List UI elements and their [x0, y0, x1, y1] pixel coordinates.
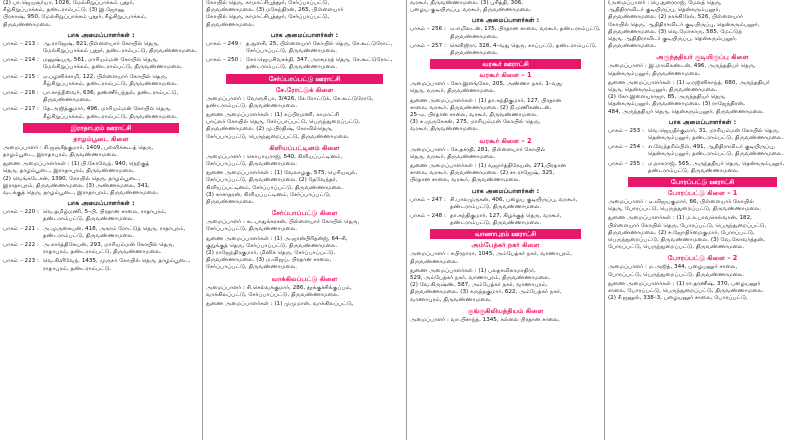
- booth-number: பாகம் – 255 :: [608, 160, 644, 167]
- branch-heading: சே.ரோட்டுக் கிளை: [275, 85, 334, 94]
- column-4: [604, 0, 800, 440]
- text-line: கோயில் தெரு, ஆதிதிராவிடர் குடியிருப்பு, தென்கரும்பலூர்,: [608, 21, 760, 28]
- booth-entry: [206, 41, 403, 55]
- text-line: சேர்ப்பாப்பட்டு, திருவண்ணாமலை.: [206, 264, 298, 271]
- text-block: [3, 145, 199, 159]
- text-line: அமைப்பாளர் : சி.செல்வக்குமார், 286, தூக்குச்சிக்குப்பம்,: [206, 284, 352, 291]
- text-block: [608, 264, 797, 278]
- subheading: பாக அமைப்பாளர்கள் :: [67, 200, 135, 208]
- text-line: 529, அம்பேத்கர் நகர், வாணாபுரம், திருவண்ணாமலை.: [410, 275, 551, 282]
- section-band: வாணாபுரம் ஊராட்சி: [430, 229, 581, 239]
- text-line: தென்கரும்பலூர், திருவண்ணாமலை.: [608, 70, 701, 77]
- text-line: பாய்லர் கோயில் தெரு, சேர்ப்பாப்பட்டு, பெருந்துறைப்பட்டு,: [206, 119, 360, 126]
- booth-person: பா.சாந்தீஸ்வர், 636, தண்ணீர்பந்தல், தண்டராம்பட்டு, திருவண்ணாமலை.: [43, 90, 179, 104]
- section-band: சேர்ப்பாப்பட்டு ஊராட்சி: [226, 74, 383, 84]
- text-line: (2) ராஜேந்திரகுமார், மினிக் தெரு, சேர்ப்பாப்பட்டு,: [206, 250, 336, 257]
- text-line: (2) பா.ஜெயசூர்யா, 1026, மேல்சிறுப்பாக்கம் புதூர்,: [3, 0, 135, 6]
- branch-heading: வரகூர் கிளை – 1: [479, 71, 532, 80]
- booth-entry: [3, 57, 199, 71]
- text-line: இராதாபுரம், திருவண்ணாமலை. (3) அண்ணாமலை, 341,: [3, 182, 150, 189]
- text-line: அமைப்பாளர் : கோ.இளங்கோ, 205, அண்ணா நகர், 1–வது: [410, 81, 562, 88]
- booth-entry: [3, 258, 199, 272]
- booth-person: தே.அஜித்குமார், 496, மாரியம்மன் கோயில் தெரு, கீழ்சிறுப்பாக்கம், தண்டராம்பட்டு, திருவண்ணாமலை.: [43, 106, 178, 120]
- text-line: (2) சீ.ஜனூல், 338–3, பழையனூர் சாலை, போரப்பட்டு,: [608, 295, 748, 302]
- text-line: துணை அமைப்பாளர்கள் : (1) வஜார்த்திகேயன், 271,பிரதான: [410, 163, 566, 170]
- text-line: தாழம்பூடை, இராதாபுரம், திருவண்ணாமலை.: [3, 152, 119, 159]
- text-line: பழைய குடியிருப்பு, வரகூர், திருவண்ணாமலை.: [410, 7, 532, 14]
- subheading: பாக அமைப்பாளர்கள் :: [668, 118, 737, 126]
- text-line: அமைப்பாளர் : ஏ.விஜயகுமார், 66, பிள்ளையார் கோயில்: [608, 199, 754, 206]
- text-block: [410, 98, 601, 134]
- text-line: துணை அமைப்பாளர்கள் : (1) தா.சுந்திகுமார், 127, பிரதான: [410, 97, 562, 104]
- booth-number: பாகம் – 257 :: [410, 42, 446, 49]
- booth-entry: [608, 128, 797, 142]
- branch-heading: சேர்ப்பாப்பட்டு கிளை: [271, 209, 338, 218]
- text-block: [206, 219, 403, 233]
- text-line: கோயில் தெரு, காமாட்சிபுத்தூர், சேர்ப்பாப்பட்டு,: [206, 0, 330, 6]
- text-line: பிள்ளையார் கோயில் தெரு, போரப்பட்டு, பெருந்துறைப்பட்டு,: [608, 222, 767, 229]
- text-line: கீழ்சிறுப்பாக்கம், தண்டராம்பட்டு. (3) இ.ஜோனு: [3, 7, 125, 14]
- branch-heading: வாக்கிலப்பட்டு கிளை: [271, 274, 338, 283]
- text-line: தெரு, ஆதிதிராவிடர் குடியிருப்பு, தென்கரும்பலூர்,: [608, 36, 737, 43]
- booth-person: எ.வேந்தரிம்பிள், 491, ஆதிதிராவிடர் குடியிருப்பு, தென்கரும்பலூர், தண்டராம்பட்டு, திருவண்ணாமலை.: [648, 144, 784, 158]
- branch-heading: அம்பேத்கர் நகர் கிளை: [471, 241, 540, 250]
- text-block: [410, 268, 601, 304]
- column-3: [406, 0, 604, 440]
- text-line: பிரதான சாலை, வரகூர், திருவண்ணாமலை.: [410, 177, 521, 184]
- text-line: திருவண்ணாமலை.: [3, 21, 52, 28]
- booth-number: பாகம் – 256 :: [410, 26, 446, 33]
- column-1: [0, 0, 202, 440]
- booth-number: பாகம் – 248 :: [410, 213, 446, 220]
- text-line: 25–ஏ, பிரதான சாலை, வரகூர், திருவண்ணாமலை.: [410, 112, 538, 119]
- text-line: குறுக்குத் தெரு, சேர்ப்பாப்பட்டு, திருவண்ணாமலை.: [206, 242, 338, 249]
- branch-heading: குங்குகிலியத்தியம் கிளை: [467, 306, 544, 315]
- text-block: [608, 215, 797, 251]
- text-block: [608, 80, 797, 116]
- text-line: துணை அமைப்பாளர்கள் : (1) வேலாழகு, 575, பெரியவுல்,: [206, 170, 358, 177]
- text-block: [206, 96, 403, 110]
- text-line: திருவண்ணாமலை. (2) சு.ஜோதிர்மைகுமார், போரப்பட்டு,: [608, 229, 755, 236]
- booth-entry: [608, 161, 797, 175]
- text-block: [410, 317, 601, 324]
- text-block: [206, 301, 403, 308]
- section-band: இராதாபுரம் ஊராட்சி: [23, 123, 179, 133]
- booth-entry: [3, 41, 199, 55]
- text-block: [410, 251, 601, 265]
- text-line: திருவண்ணாமலை. (2) காக்கிரேல், 526, பிள்ளையார்: [608, 14, 744, 21]
- text-line: துணை அமைப்பாளர்கள் : (1) பி.கோவேந், 940, நெற்குத்: [3, 161, 150, 168]
- booth-entry: [3, 90, 199, 104]
- booth-entry: [3, 209, 199, 223]
- booth-number: பாகம் – 215 :: [3, 73, 39, 80]
- booth-person: அ.முருகையன், 418, அகரம் ரோட்டுத் தெரு, ராதாபுரம், தண்டராம்பட்டு, திருவண்ணாமலை.: [43, 225, 186, 239]
- text-line: கிளியப்பட்டினம், சேர்ப்பாப்பட்டு, திருவண்ணாமலை.: [206, 184, 344, 191]
- text-line: போரப்பட்டு, பெருந்துறைப்பட்டு, திருவண்ணாமலை.: [608, 271, 745, 278]
- text-line: அமைப்பாளர் : சே.தசரதி, 281, பிள்ளையார் கோயில்: [410, 146, 546, 153]
- branch-heading: போரப்பட்டு கிளை – 2: [667, 254, 738, 263]
- text-block: [608, 0, 797, 50]
- text-block: [206, 154, 403, 168]
- text-line: சேர்ப்பாப்பட்டு, திருவண்ணாமலை.: [206, 226, 298, 233]
- booth-entry: [410, 197, 601, 211]
- text-line: துணை அமைப்பாளர்கள் : (1) ஏ.ரஜினிகாந்த், 680, அருந்ததியர்: [608, 79, 770, 86]
- text-line: சாலை, வரகூர், திருவண்ணாமலை. (2) நி.மணிகண்டன்,: [410, 104, 552, 111]
- section-band: போரப்பட்டு ஊராட்சி: [628, 177, 777, 187]
- text-line: சேர்ப்பாப்பட்டு, திருவண்ணாமலை.: [206, 161, 298, 168]
- text-line: தெரு, தாழம்பூடை, இராதாபுரம், திருவண்ணாமலை.: [3, 168, 135, 175]
- text-block: [206, 0, 403, 29]
- text-line: 484, அருந்ததியர் தெரு, தென்கரும்பலூர், திருவண்ணாமலை.: [608, 108, 765, 115]
- subheading: பாக அமைப்பாளர்கள் :: [67, 31, 135, 39]
- text-line: திருவண்ணாமலை. (3) ம.விஜய், பிரதான சாலை,: [206, 257, 332, 264]
- booth-number: பாகம் – 222 :: [3, 242, 39, 249]
- text-line: வாக்கிலப்பட்டு, சேர்ப்பாப்பட்டு, திருவண்ணாமலை.: [206, 291, 340, 298]
- booth-number: பாகம் – 247 :: [410, 196, 446, 203]
- booth-number: பாகம் – 254 :: [608, 144, 644, 151]
- booth-number: பாகம் – 217 :: [3, 106, 39, 113]
- text-line: திருவண்ணாமலை.: [206, 199, 255, 206]
- text-line: திருவண்ணாமலை.: [206, 21, 255, 28]
- booth-person: மனுஷ்யரு, 561, மாரியம்மன் கோயில் தெரு, மேல்சிறுப்பாக்கம், தண்டராம்பட்டு, திருவண்ணாமலை.: [43, 57, 183, 71]
- booth-number: பாகம் – 250 :: [206, 57, 242, 64]
- text-line: (3) காசாதரன், கிளியப்பட்டினம், சேர்ப்பாப்பட்டு,: [206, 191, 331, 198]
- text-block: [3, 0, 199, 29]
- subheading: பாக அமைப்பாளர்கள் :: [270, 31, 339, 39]
- text-line: (3) சு.முருகேசன், 275, மாரியம்மன் கோயில் தெரு,: [410, 119, 541, 126]
- text-line: திருவண்ணாமலை. (2) மு.பிரதிஷ், கோவில்தெரு,: [206, 126, 333, 133]
- booth-person: வெ.கிளிவேந், 1435, முருகர் கோயில் தெரு, தாழம்பூடை, ராதாபுரம், தண்டராம்பட்டு.: [43, 258, 191, 272]
- text-block: [206, 170, 403, 206]
- text-line: திருவண்ணாமலை.: [410, 258, 459, 265]
- booth-number: பாகம் – 221 :: [3, 225, 39, 232]
- text-line: அமைப்பாளர் : வேளுசிபா, 3/426, சே.ரோட்டுக், சே.கூட்டுரோடு,: [206, 95, 374, 102]
- text-line: அமைப்பாளர் : ம.அஜித், 344, பழையனூர் சாலை,: [608, 264, 738, 271]
- text-line: பெருந்துறைப்பட்டு, திருவண்ணாமலை. (3) வே.கோவர்த்தன்,: [608, 237, 765, 244]
- branch-heading: கிளியப்பட்டினம் கிளை: [269, 143, 340, 152]
- booth-person: ம.நாகராஜ், 565, அருந்ததியர் தெரு, தென்கரும்பலூர், தண்டராம்பட்டு, திருவண்ணாமலை.: [648, 160, 785, 174]
- text-line: தெரு, வரகூர், திருவண்ணாமலை.: [410, 88, 496, 95]
- text-block: [410, 163, 601, 185]
- text-block: [608, 199, 797, 213]
- text-block: [206, 112, 403, 141]
- booth-entry: [3, 106, 199, 120]
- text-block: [410, 81, 601, 95]
- text-line: சேர்ப்பாப்பட்டு, திருவண்ணாமலை. (2) தேவேந்தர்,: [206, 177, 338, 184]
- text-line: அமைப்பாளர் : வா.பிசாந்த், 1345, கல்லை பிரதான சாலை,: [410, 316, 560, 323]
- booth-person: வெ.ஜெயதீர்குமார், 31, மாரியம்மன் கோயில் தெரு, தென்கரும்பலூர், தண்டராம்பட்டு, திருவண்ணாமலை.: [648, 127, 784, 142]
- text-line: ஆதிதிராவிடர் குடியிருப்பு, தென்கரும்பலூர்,: [608, 7, 721, 14]
- booth-person: ஏ.எமிலடன், 175, பிரதான சாலை, வரகூர், தண்டராம்பட்டு, திருவண்ணாமலை.: [450, 26, 601, 40]
- text-line: கோயில் தெரு, காமாட்சிபுத்தூர், சேர்ப்பாப்பட்டு,: [206, 14, 330, 21]
- branch-heading: தாழம்பூடை கிளை: [73, 134, 129, 143]
- text-line: அமைப்பாளர் : இ.மாவிகண்டன், 496, அருந்ததியர் தெரு,: [608, 63, 756, 70]
- booth-person: தா.சுந்திகுமார், 127, கிழக்குத் தெரு, வரகூர், தண்டராம்பட்டு, திருவண்ணாமலை.: [450, 213, 562, 227]
- text-line: அமைப்பாளர் : கொபாயராஜ், 540, கிளியப்பட்டினம்,: [206, 153, 343, 160]
- booth-number: பாகம் – 223 :: [3, 258, 39, 265]
- booth-entry: [608, 144, 797, 158]
- booth-person: வெ.தமிழ்மணி, 5–பி, பிரதான சாலை, ராதாபுரம், தண்டராம்பட்டு, திருவண்ணாமலை.: [43, 209, 167, 223]
- text-line: திருவண்ணாமலை. (3) வெ.மோகாரு, 585, மேட்டுத்: [608, 28, 742, 35]
- text-block: [608, 63, 797, 77]
- text-line: வரகூர், திருவண்ணாமலை.: [410, 126, 479, 133]
- text-line: பிரகாஷ், 950, மேல்சிறுப்பாக்கம் புதூர், கீழ்சிறுப்பாக்கம்,: [3, 14, 147, 21]
- booth-entry: [410, 26, 601, 40]
- text-line: தென்கரும்பலூர், திருவண்ணாமலை. (3) ராஜேந்திரன்,: [608, 101, 745, 108]
- booth-person: சி.பாலமுருகன், 406, பழைய குடியிருப்பு, வரகூர், தண்டராம்பட்டு, திருவண்ணாமலை.: [450, 196, 578, 210]
- text-line: துணை அமைப்பாளர்கள் : (1) சுப்பிரமணி, காமாட்சி: [206, 112, 339, 119]
- text-line: அமைப்பாளர் : சி.ஜஞ்சீத்குமார், 1409, பள்ளிக்கூடத் தெரு,: [3, 144, 154, 151]
- booth-person: ஆ.ராஜேஷ், 821,பிள்ளையார் கோயில் தெரு, மேல்சிறுப்பாக்கம் புதூர், தண்டராம்பட்டு, திருவண்ணாமலை.: [43, 40, 198, 55]
- text-line: (2) வே.கிருஷ்ண், 587, அம்பேத்கர் நகர், வாணாபுரம்,: [410, 282, 548, 289]
- branch-heading: போரப்பட்டு கிளை – 1: [667, 189, 738, 198]
- text-line: துணை அமைப்பாளர்கள் : (1) முமுமான், வாக்கிலப்பட்டு,: [206, 301, 354, 308]
- text-block: [206, 236, 403, 272]
- booth-entry: [3, 242, 199, 256]
- text-line: அமைப்பாளர் : கடபாதுக்கரசன், பிள்ளையார் கோயில் தெரு,: [206, 219, 360, 226]
- booth-number: பாகம் – 213 :: [3, 40, 39, 47]
- booth-person: த.துளசி, 25, பிள்ளையார் கோயில் தெரு, சே.கூட்டுரோட், சேர்ப்பாப்பட்டு, திருவண்ணாமலை.: [246, 40, 393, 55]
- text-block: [608, 281, 797, 303]
- text-block: [410, 0, 601, 14]
- text-line: சேர்ப்பாப்பட்டு, பெருந்துறைப்பட்டு, திருவண்ணாமலை.: [206, 133, 350, 140]
- text-line: வாணாபுரம், திருவண்ணாமலை.: [410, 296, 492, 303]
- booth-person: அ.கார்த்திகேயன், 293, மாரியம்மன் கோயில் தெரு, ராதாபுரம், தண்டராம்பட்டு, திருவண்ணாமலை.: [43, 242, 175, 256]
- booth-entry: [410, 43, 601, 57]
- text-line: சாலை, வரகூர், திருவண்ணாமலை. (2) சா.ராஜேஷ், 325,: [410, 170, 555, 177]
- text-line: அமைப்பாளர் : சுபிரநாரா, 1045, அம்பேத்கர் நகர், வாணாபுரம்,: [410, 251, 573, 258]
- text-line: தெரு, தென்கரும்பலூர், திருவண்ணாமலை.: [608, 87, 718, 94]
- text-block: [410, 147, 601, 161]
- text-line: துணை அமைப்பாளர்கள் : (1) ரா.தரணீஷ், 370, பழையனூர்: [608, 280, 761, 287]
- text-line: தண்டராம்பட்டு, திருவண்ணாமலை.: [206, 102, 298, 109]
- text-line: துணை அமைப்பாளர்கள் : (1) அ.ஜான்பிரிதன்ஜ், 64–சி,: [206, 235, 348, 242]
- text-block: [3, 161, 199, 197]
- booth-entry: [3, 74, 199, 88]
- booth-number: பாகம் – 220 :: [3, 209, 39, 216]
- column-2: [202, 0, 406, 440]
- text-line: (2) வெங்கடேசன், 1390, கோயில் தெரு, தாழம்பூடை,: [3, 175, 141, 182]
- booth-number: பாகம் – 214 :: [3, 57, 39, 64]
- subheading: பாக அமைப்பாளர்கள் :: [471, 17, 540, 25]
- text-line: (அமைப்பாளர் : பெ.துரைராஜ், மேலத் தெரு,: [608, 0, 722, 6]
- booth-person: கோ.ஜெயசிவசக்தி, 347, அரசமரத் தெரு, சே.கூட்டுரோட், தண்டராம்பட்டு, திருவண்ணாமலை.: [246, 57, 393, 71]
- text-line: திருவண்ணாமலை. (3) மகேந்திரன், 265, பிள்ளையார்: [206, 7, 344, 14]
- booth-entry: [410, 213, 601, 227]
- booth-number: பாகம் – 216 :: [3, 90, 39, 97]
- text-line: சாலை, போரப்பட்டு, பெருந்துறைப்பட்டு, திருவண்ணாமலை.: [608, 288, 764, 295]
- text-line: வரகூர், திருவண்ணாமலை. (3) புசித்தி, 306,: [410, 0, 524, 6]
- booth-person: செளிஜிரா, 328, 4–வது தெரு, காப்பட்டு, தண்டராம்பட்டு, திருவண்ணாமலை.: [450, 42, 597, 57]
- text-line: போரப்பட்டு, பெருந்துறைப்பட்டு, திருவண்ணாமலை.: [608, 244, 745, 251]
- branch-heading: அருந்ததியர் குடியிருப்பு கிளை: [656, 53, 749, 62]
- text-line: தெரு, போரப்பட்டு, பெருந்துறைப்பட்டு, திருவண்ணாமலை.: [608, 206, 762, 213]
- subheading: பாக அமைப்பாளர்கள் :: [471, 187, 540, 195]
- booth-person: ஏ.பழனிச்சாமி, 122, பிள்ளையார் கோயில் தெரு, கீழ்சிறுப்பாக்கம், தண்டராம்பட்டு, திருவண்ணாமலை.: [43, 73, 178, 87]
- text-block: [206, 285, 403, 299]
- booth-entry: [206, 57, 403, 71]
- branch-heading: வரகூர் கிளை – 2: [479, 136, 532, 145]
- section-band: வரகூர் ஊராட்சி: [430, 59, 581, 69]
- text-line: தெரு, வரகூர், திருவண்ணாமலை.: [410, 153, 496, 160]
- text-line: திருவண்ணாமலை. (3) சுருந்தகுமார், 622, அம்பேத்கர் நகர்,: [410, 289, 562, 296]
- booth-number: பாகம் – 249 :: [206, 40, 242, 47]
- text-line: துணை அமைப்பாளர்கள் : (1) பலதாவிகாமாதிரர்,: [410, 267, 536, 274]
- text-line: துணை அமைப்பாளர்கள் : (1) ம.க.பாவசெல்வான், 182,: [608, 215, 752, 222]
- booth-number: பாகம் – 253 :: [608, 127, 644, 134]
- text-line: (2) கோ.இளையராஜா, 85, அருந்ததியர் தெரு,: [608, 94, 726, 101]
- booth-entry: [3, 226, 199, 240]
- text-line: வடக்குத் தெரு, தாழம்பூடை, இராதாபுரம், திருவண்ணாமலை.: [3, 190, 159, 197]
- text-line: திருவண்ணாமலை.: [608, 43, 657, 50]
